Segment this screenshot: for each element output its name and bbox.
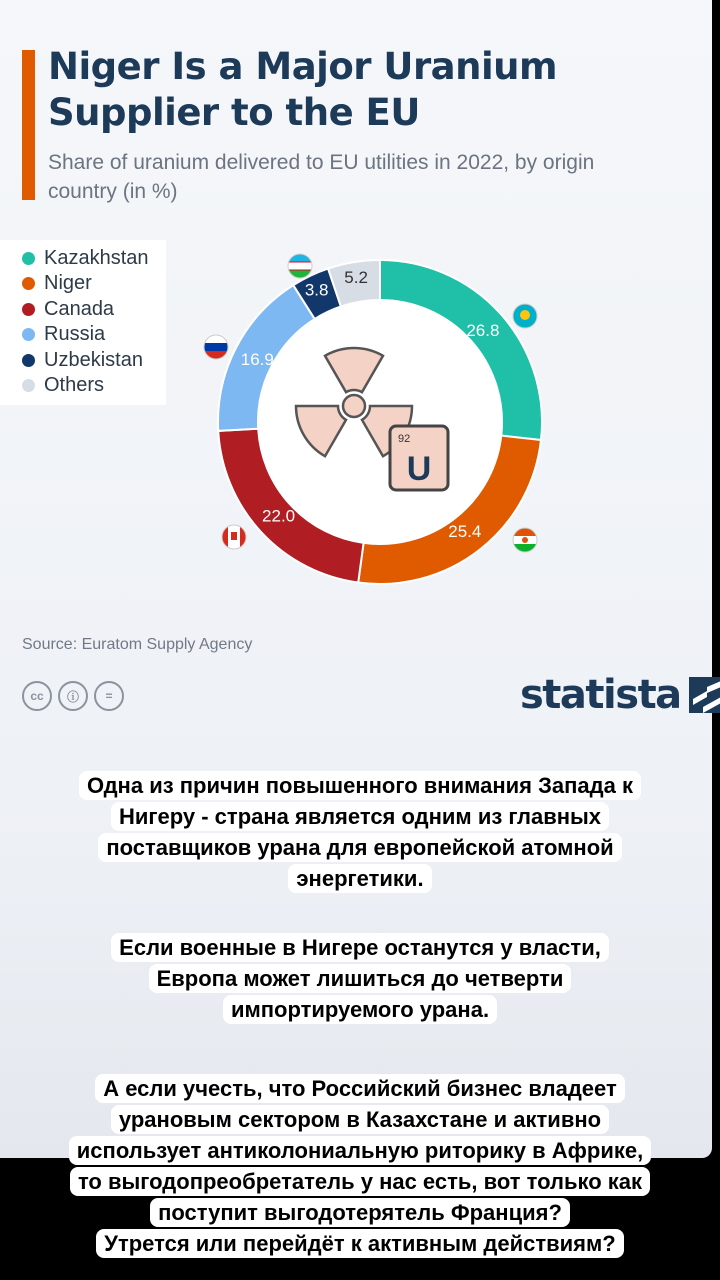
caption-line: импортируемого урана. <box>223 995 497 1024</box>
element-number: 92 <box>398 433 411 445</box>
canada-flag-icon <box>222 525 246 549</box>
caption-line: использует антиколониальную риторику в Африке, <box>69 1136 651 1165</box>
caption-paragraph-1 <box>30 770 690 894</box>
slice-value-label: 3.8 <box>304 280 329 300</box>
slice-value-label: 25.4 <box>448 521 482 541</box>
license-icons <box>22 681 124 711</box>
caption-line: Одна из причин повышенного внимания Запада к <box>79 771 641 800</box>
caption-line: то выгодопреобретатель у нас есть, вот только как <box>70 1167 650 1196</box>
caption-paragraph-2 <box>30 932 690 1025</box>
legend-label: Russia <box>44 323 106 346</box>
caption-paragraph-3 <box>30 1073 690 1259</box>
caption-line: А если учесть, что Российский бизнес владеет <box>95 1074 625 1103</box>
chart-title: Niger Is a Major Uranium Supplier to the EU <box>48 45 558 134</box>
caption-line: поставщиков урана для европейской атомной <box>98 833 621 862</box>
legend-label: Others <box>44 374 105 396</box>
statista-wordmark: statista <box>520 672 681 718</box>
caption-line: энергетики. <box>288 864 431 893</box>
caption-line: Нигеру - страна является одним из главных <box>111 802 609 831</box>
statista-logo <box>520 672 720 718</box>
russia-flag-icon <box>204 335 228 359</box>
caption-line: урановым сектором в Казахстане и активно <box>111 1105 609 1134</box>
creative-commons-icon: cc <box>22 681 52 711</box>
niger-flag-icon <box>513 528 537 552</box>
legend-label: Kazakhstan <box>44 247 149 269</box>
no-derivatives-icon: = <box>94 681 124 711</box>
source-note: Source: Euratom Supply Agency <box>22 636 253 653</box>
statista-mark-icon <box>689 677 720 713</box>
uranium-element-tile <box>390 426 448 490</box>
slice-value-label: 16.9 <box>240 349 274 369</box>
donut-chart <box>0 230 560 610</box>
caption-line: Утрется или перейдёт к активным действиям? <box>96 1229 623 1258</box>
slice-value-label: 26.8 <box>466 321 500 341</box>
legend-label: Canada <box>44 297 115 320</box>
caption-line: поступит выгодотерятель Франция? <box>150 1198 570 1227</box>
legend-label: Uzbekistan <box>44 348 143 371</box>
title-accent-bar <box>22 50 35 200</box>
slice-value-label: 22.0 <box>262 506 296 526</box>
legend-label: Niger <box>44 272 92 295</box>
attribution-icon: ⓘ <box>58 681 88 711</box>
slice-value-label: 5.2 <box>344 267 368 287</box>
kazakhstan-flag-icon <box>513 304 537 328</box>
chart-subtitle: Share of uranium delivered to EU utilities in 2022, by origin country (in %) <box>48 151 595 203</box>
caption-line: Европа может лишиться до четверти <box>149 964 572 993</box>
caption-line: Если военные в Нигере останутся у власти, <box>111 933 609 962</box>
element-symbol: U <box>406 450 432 488</box>
uzbekistan-flag-icon <box>288 254 312 278</box>
